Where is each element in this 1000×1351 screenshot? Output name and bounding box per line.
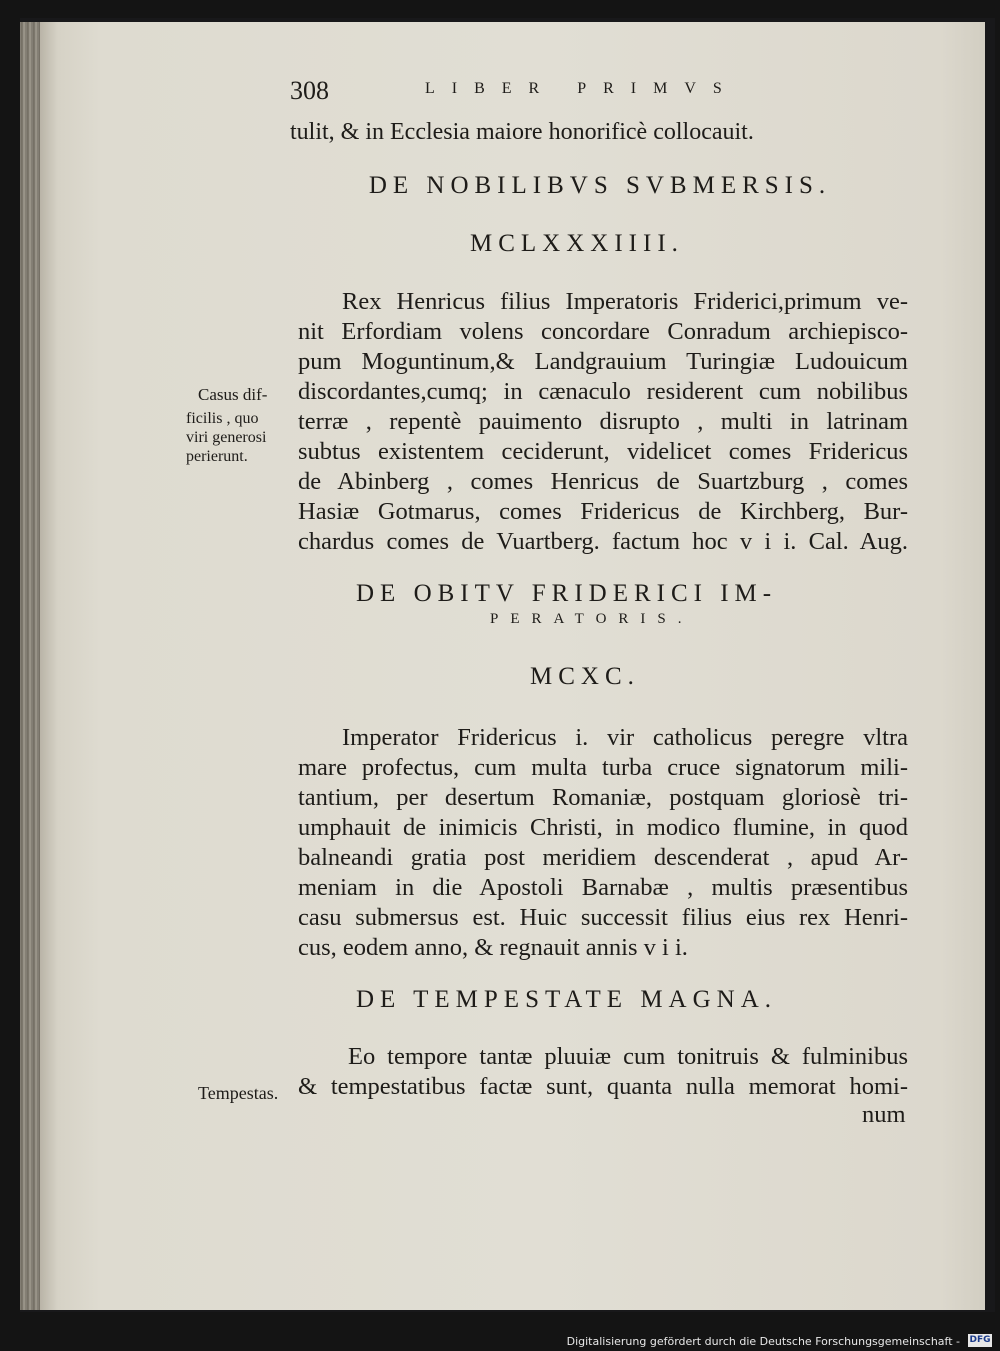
paragraph-line: tantium, per desertum Romaniæ, postquam gloriosè tri-	[298, 784, 908, 811]
paragraph-line: cus, eodem anno, & regnauit annis v i i.	[298, 934, 688, 961]
margin-note-line: viri generosi	[186, 429, 267, 446]
paragraph-line: Hasiæ Gotmarus, comes Fridericus de Kirchberg, Bur-	[298, 498, 908, 525]
catchword: num	[862, 1101, 906, 1128]
running-title: LIBER PRIMVS	[425, 80, 739, 97]
paragraph-line: umphauit de inimicis Christi, in modico flumine, in quod	[298, 814, 908, 841]
section-heading-tempestate: DE TEMPESTATE MAGNA.	[356, 986, 778, 1013]
dfg-logo: DFG	[969, 1335, 991, 1345]
paragraph-line: chardus comes de Vuartberg. factum hoc v i i. Cal. Aug.	[298, 528, 908, 555]
paragraph-line: de Abinberg , comes Henricus de Suartzburg , comes	[298, 468, 908, 495]
running-header	[290, 76, 810, 106]
paragraph-line: casu submersus est. Huic successit filius eius rex Henri-	[298, 904, 908, 931]
paragraph-line: Rex Henricus filius Imperatoris Friderici,primum ve-	[342, 288, 908, 315]
paragraph-line: mare profectus, cum multa turba cruce signatorum mili-	[298, 754, 908, 781]
margin-note-line: Casus dif-	[198, 385, 268, 404]
page-number: 308	[290, 76, 329, 105]
paragraph-line: Eo tempore tantæ pluuiæ cum tonitruis & fulminibus	[348, 1043, 908, 1070]
page-edge	[20, 22, 42, 1310]
opening-line: tulit, & in Ecclesia maiore honorificè collocauit.	[290, 119, 754, 145]
paragraph-line: Imperator Fridericus i. vir catholicus peregre vltra	[342, 724, 908, 751]
margin-note-tempestas: Tempestas.	[198, 1083, 279, 1103]
section-heading-nobilibus: DE NOBILIBVS SVBMERSIS.	[368, 172, 832, 199]
paragraph-line: nit Erfordiam volens concordare Conradum archiepisco-	[298, 318, 908, 345]
section-year-1184: MCLXXXIIII.	[470, 230, 684, 257]
paragraph-line: pum Moguntinum,& Landgrauium Turingiæ Ludouicum	[298, 348, 908, 375]
section-heading-obitu-continued: PERATORIS.	[490, 611, 694, 627]
section-year-1190: MCXC.	[530, 663, 640, 690]
paragraph-line: discordantes,cumq; in cænaculo residerent cum nobilibus	[298, 378, 908, 405]
book-page	[40, 22, 985, 1310]
paragraph-line: terræ , repentè pauimento disrupto , multi in latrinam	[298, 408, 908, 435]
paragraph-line: meniam in die Apostoli Barnabæ , multis præsentibus	[298, 874, 908, 901]
digitization-credit: Digitalisierung gefördert durch die Deutsche Forschungsgemeinschaft -	[566, 1335, 960, 1348]
margin-note-line: ficilis , quo	[186, 410, 259, 427]
section-heading-obitu: DE OBITV FRIDERICI IM-	[356, 580, 778, 607]
paragraph-line: subtus existentem ceciderunt, videlicet comes Fridericus	[298, 438, 908, 465]
paragraph-line: balneandi gratia post meridiem descenderat , apud Ar-	[298, 844, 908, 871]
margin-note-line: perierunt.	[186, 448, 248, 465]
paragraph-line: & tempestatibus factæ sunt, quanta nulla memorat homi-	[298, 1073, 908, 1100]
